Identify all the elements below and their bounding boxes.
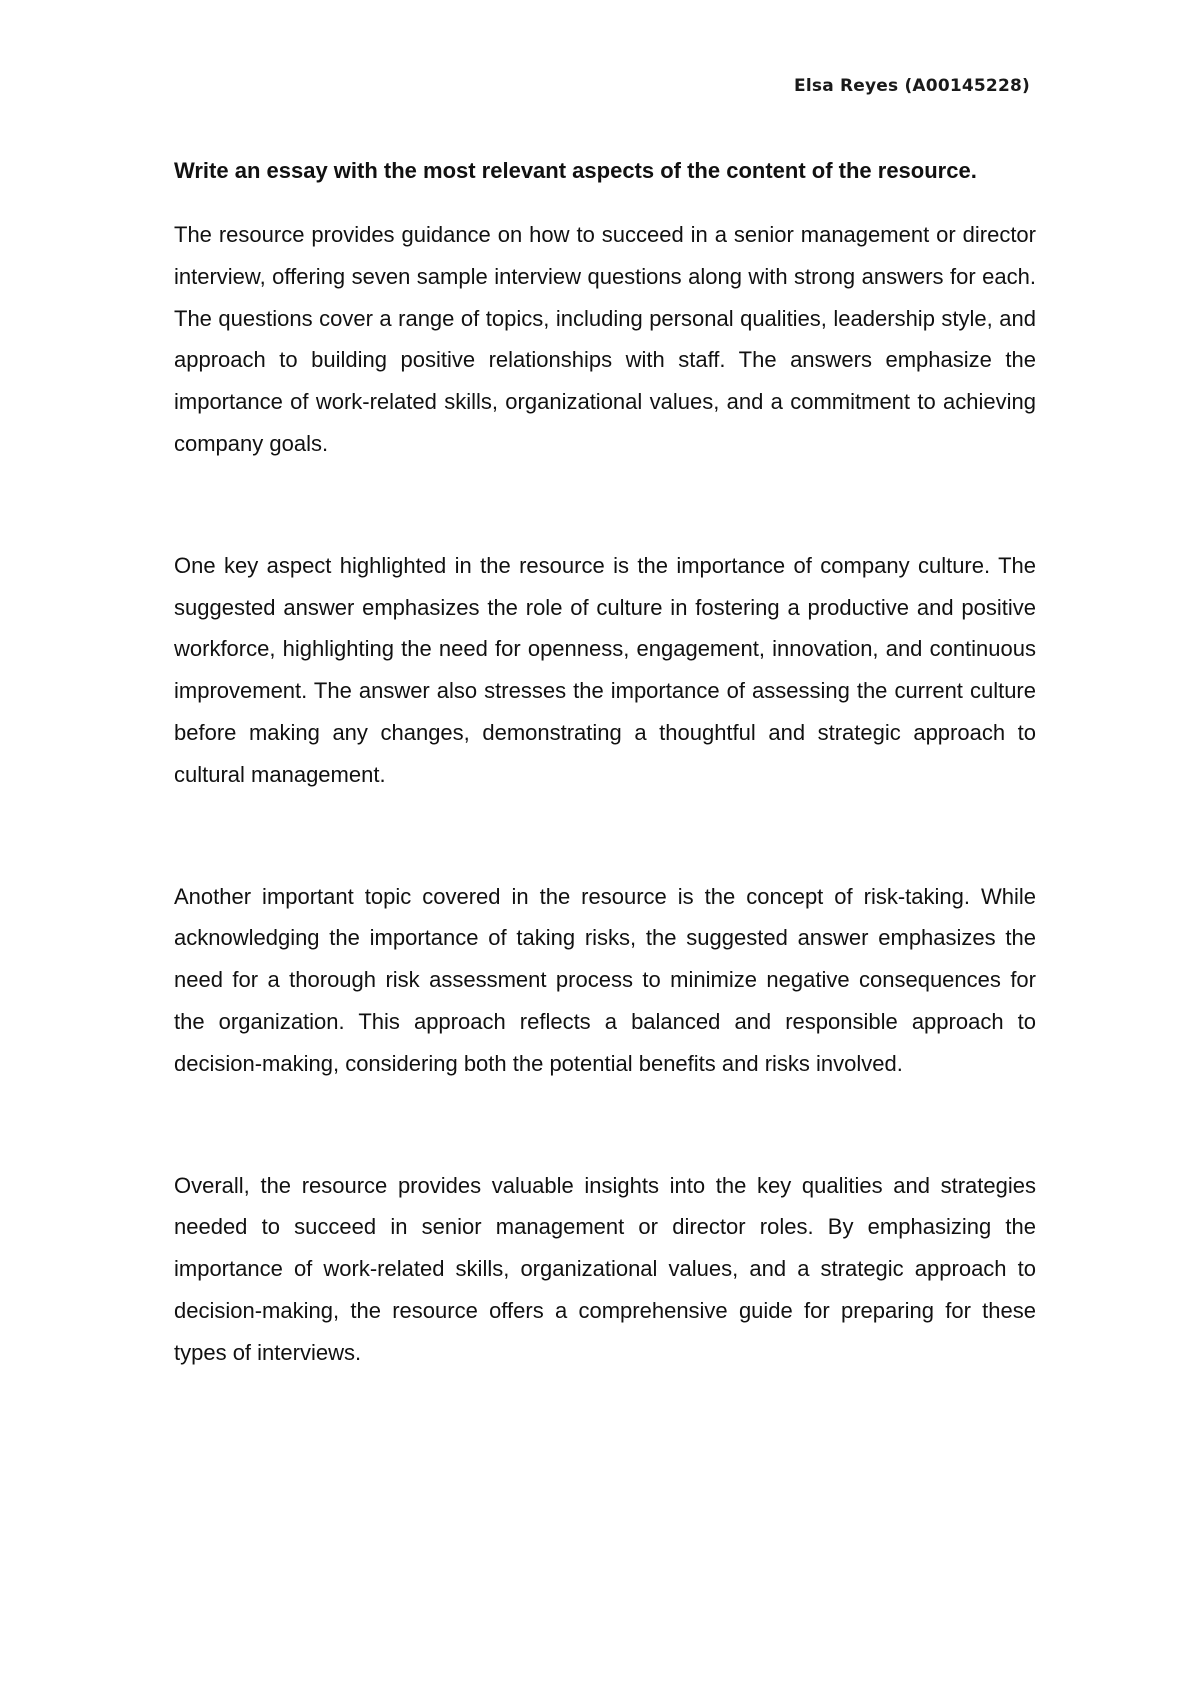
- paragraph-conclusion: Overall, the resource provides valuable insights into the key qualities and strategies needed to succeed in senior management or director roles. By emphasizing the importance of work-related skills, organizational values, and a strategic approach to decision-making, the resource offers a comprehensive guide for preparing for these types of interviews.: [174, 1172, 1036, 1365]
- document-body: [174, 150, 1036, 1374]
- paragraph-risk-taking: Another important topic covered in the resource is the concept of risk-taking. While acknowledging the importance of taking risks, the suggested answer emphasizes the need for a thorough risk assessment process to minimize negative consequences for the organization. This approach reflects a balanced and responsible approach to decision-making, considering both the potential benefits and risks involved.: [174, 883, 1036, 1076]
- paragraph-intro: The resource provides guidance on how to succeed in a senior management or director interview, offering seven sample interview questions along with strong answers for each. The questions cover a range of topics, including personal qualities, leadership style, and approach to building positive relationships with staff. The answers emphasize the importance of work-related skills, organizational values, and a commitment to achieving company goals.: [174, 222, 1036, 456]
- author-header: Elsa Reyes (A00145228): [794, 76, 1030, 96]
- paragraph-company-culture: One key aspect highlighted in the resource is the importance of company culture. The suggested answer emphasizes the role of culture in fostering a productive and positive workforce, highlighting the need for openness, engagement, innovation, and continuous improvement. The answer also stresses the importance of assessing the current culture before making any changes, demonstrating a thoughtful and strategic approach to cultural management.: [174, 552, 1036, 787]
- essay-prompt: Write an essay with the most relevant aspects of the content of the resource.: [174, 158, 977, 183]
